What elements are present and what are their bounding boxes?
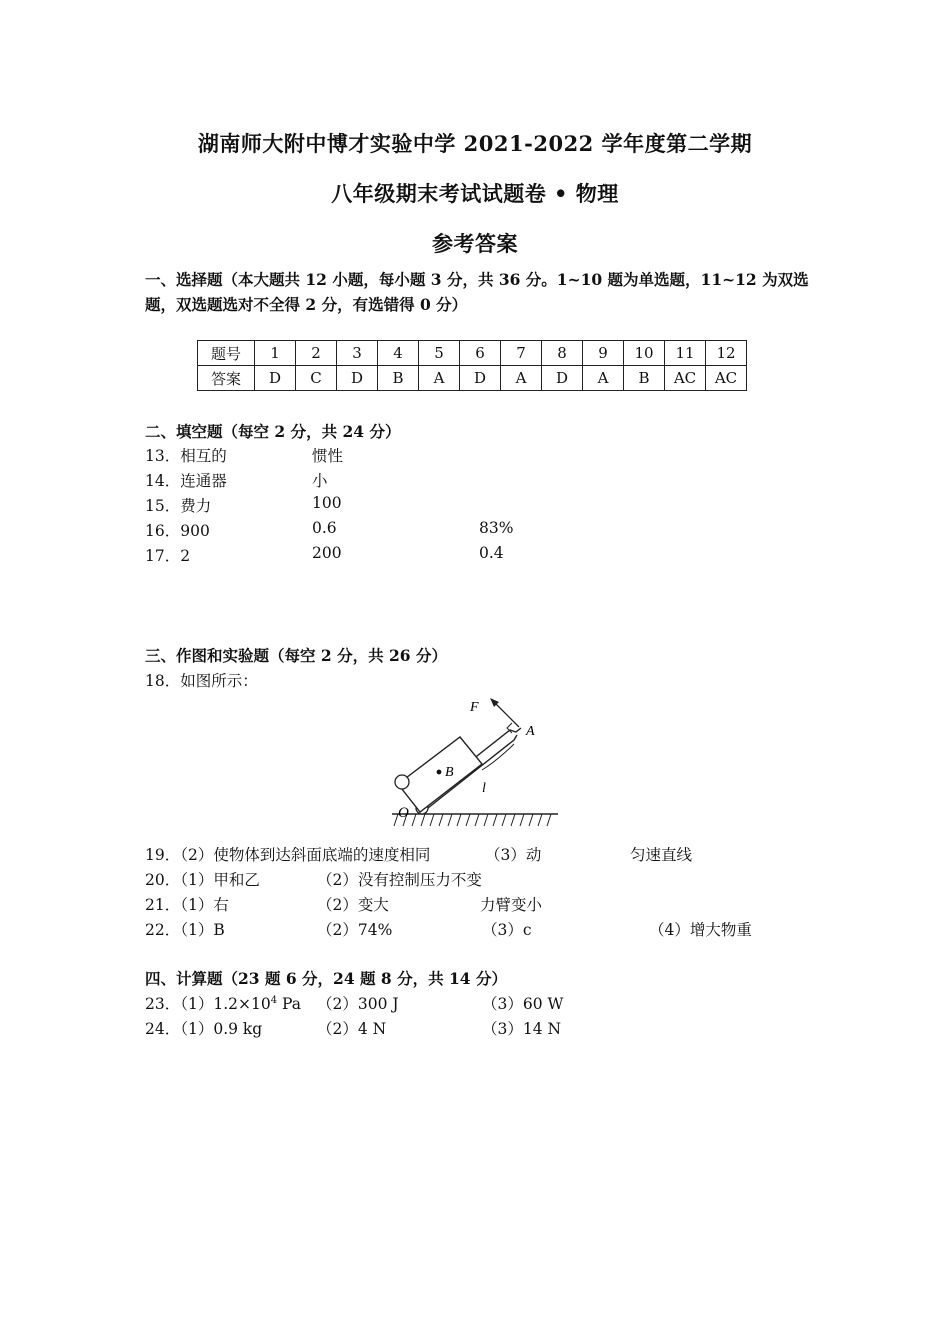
answer-item: 小 <box>312 472 328 490</box>
table-cell: A <box>419 366 460 391</box>
answer-table <box>197 340 747 391</box>
answer-item: 18．如图所示： <box>145 672 258 690</box>
answer-item: （3）c <box>482 921 532 939</box>
page-subtitle: 八年级期末考试试题卷 • 物理 <box>331 181 619 206</box>
answer-item: 匀速直线 <box>630 846 693 864</box>
table-cell: 10 <box>624 341 665 366</box>
answer-item: 83% <box>479 519 514 537</box>
label-b: B <box>445 765 454 780</box>
answer-item: 惯性 <box>312 447 344 465</box>
table-cell: 8 <box>542 341 583 366</box>
point-b-dot <box>437 770 442 775</box>
answer-item: 100 <box>312 494 342 512</box>
answer-item: （3）60 W <box>482 995 564 1013</box>
table-row <box>198 341 747 366</box>
answer-item: 14．连通器 <box>145 472 227 490</box>
table-row <box>198 366 747 391</box>
answer-item: （3）14 N <box>482 1020 562 1038</box>
table-cell: C <box>296 366 337 391</box>
answer-item: 24．（1）0.9 kg <box>145 1020 263 1038</box>
answer-item: （3）动 <box>485 846 542 864</box>
table-cell: 题号 <box>198 341 255 366</box>
section2-heading: 二、填空题（每空 2 分，共 24 分） <box>145 422 401 441</box>
answer-item: 13．相互的 <box>145 447 227 465</box>
force-arrow <box>494 702 519 727</box>
answer-item: （2）300 J <box>317 995 399 1013</box>
table-cell: 9 <box>583 341 624 366</box>
wheel-top <box>395 775 409 789</box>
table-cell: D <box>255 366 296 391</box>
label-f: F <box>470 700 479 715</box>
table-cell: 答案 <box>198 366 255 391</box>
table-cell: A <box>583 366 624 391</box>
label-a: A <box>526 724 535 739</box>
table-cell: 4 <box>378 341 419 366</box>
answer-item: （2）4 N <box>317 1020 387 1038</box>
answer-item: 0.4 <box>479 544 504 562</box>
table-cell: D <box>337 366 378 391</box>
table-cell: 12 <box>706 341 747 366</box>
table-cell: A <box>501 366 542 391</box>
label-o: O <box>398 805 409 821</box>
answer-item: （2）没有控制压力不变 <box>317 871 482 889</box>
answer-item: （2）74% <box>317 921 393 939</box>
table-cell: 11 <box>665 341 706 366</box>
answer-key-title: 参考答案 <box>432 231 518 256</box>
answer-item: 21．（1）右 <box>145 896 229 914</box>
answer-item: 15．费力 <box>145 497 212 515</box>
answer-item: 20．（1）甲和乙 <box>145 871 260 889</box>
answer-item: 200 <box>312 544 342 562</box>
table-cell: B <box>624 366 665 391</box>
ground-hatching <box>394 814 551 826</box>
answer-item: 23．$(1)1.2\times 10^4$ Pa <box>145 994 301 1013</box>
answer-item: 22．（1）B <box>145 921 225 939</box>
table-cell: 6 <box>460 341 501 366</box>
lever-diagram <box>386 690 562 836</box>
answer-item: （2）变大 <box>317 896 389 914</box>
section1-heading-cont: 题，双选题选对不全得 2 分，有选错得 0 分） <box>145 295 468 314</box>
label-l: l <box>482 781 486 796</box>
answer-item: 力臂变小 <box>480 896 543 914</box>
section1-heading: 一、选择题（本大题共 12 小题，每小题 3 分，共 36 分。1~10 题为单选题，11~12 为双选 <box>145 270 809 289</box>
table-cell: D <box>542 366 583 391</box>
cart-box <box>398 737 482 812</box>
table-cell: 5 <box>419 341 460 366</box>
table-cell: 2 <box>296 341 337 366</box>
answer-item: 17．2 <box>145 547 191 565</box>
table-cell: D <box>460 366 501 391</box>
table-cell: 7 <box>501 341 542 366</box>
answer-item: 19．（2）使物体到达斜面底端的速度相同 <box>145 846 431 864</box>
section3-heading: 三、作图和实验题（每空 2 分，共 26 分） <box>145 646 447 665</box>
answer-item: （4）增大物重 <box>649 921 752 939</box>
table-cell: 3 <box>337 341 378 366</box>
table-cell: 1 <box>255 341 296 366</box>
answer-item: 0.6 <box>312 519 337 537</box>
answer-item: 16．900 <box>145 522 210 540</box>
table-cell: AC <box>665 366 706 391</box>
table-cell: AC <box>706 366 747 391</box>
section4-heading: 四、计算题（23 题 6 分，24 题 8 分，共 14 分） <box>145 969 507 988</box>
page-title: 湖南师大附中博才实验中学 2021-2022 学年度第二学期 <box>197 131 753 156</box>
table-cell: B <box>378 366 419 391</box>
